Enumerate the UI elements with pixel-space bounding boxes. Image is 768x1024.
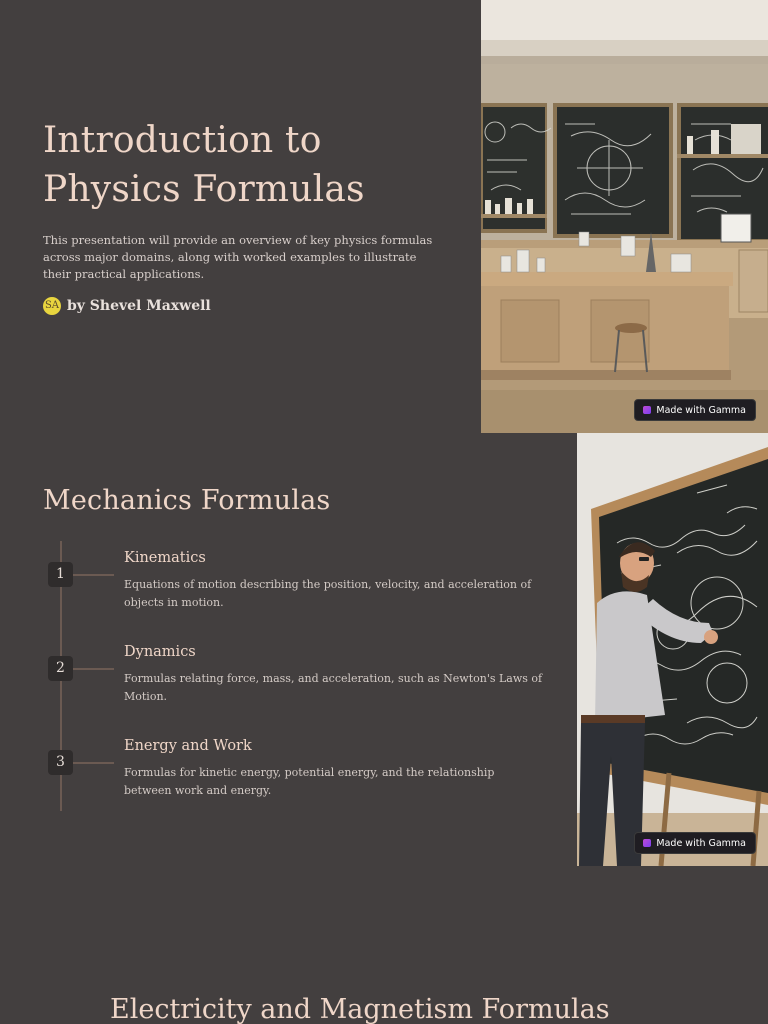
step-title: Dynamics xyxy=(124,644,196,660)
gamma-logo-icon xyxy=(643,839,651,847)
step-description: Equations of motion describing the position, velocity, and acceleration of objects in motion. xyxy=(124,578,532,609)
step-connector xyxy=(73,762,114,764)
timeline-step xyxy=(48,738,548,818)
badge-label: Made with Gamma xyxy=(656,404,746,416)
badge-label: Made with Gamma xyxy=(656,837,746,849)
avatar: SA xyxy=(43,297,61,315)
step-connector xyxy=(73,574,114,576)
slide-title: Mechanics Formulas xyxy=(43,485,331,516)
chalkboard-illustration xyxy=(577,433,768,866)
physics-lab-image xyxy=(481,0,768,433)
slide-title: Electricity and Magnetism Formulas xyxy=(110,994,610,1024)
step-number: 2 xyxy=(48,656,73,681)
gamma-logo-icon xyxy=(643,406,651,414)
slide-electricity-magnetism xyxy=(0,866,768,1024)
step-description: Formulas for kinetic energy, potential energy, and the relationship between work and energy. xyxy=(124,766,495,797)
slide-mechanics xyxy=(0,433,768,866)
slide-description: This presentation will provide an overview of key physics formulas across major domains, along with worked examples to illustrate their practical applications. xyxy=(43,233,433,281)
slide-introduction xyxy=(0,0,768,433)
professor-chalkboard-image xyxy=(577,433,768,866)
step-number: 3 xyxy=(48,750,73,775)
step-description: Formulas relating force, mass, and acceleration, such as Newton's Laws of Motion. xyxy=(124,672,543,703)
made-with-gamma-badge[interactable] xyxy=(634,399,756,421)
timeline-step xyxy=(48,550,548,630)
step-connector xyxy=(73,668,114,670)
timeline-step xyxy=(48,644,548,724)
step-number: 1 xyxy=(48,562,73,587)
author-byline xyxy=(43,297,211,315)
lab-illustration xyxy=(481,0,768,433)
author-name: by Shevel Maxwell xyxy=(67,298,211,314)
step-title: Energy and Work xyxy=(124,738,252,754)
made-with-gamma-badge[interactable] xyxy=(634,832,756,854)
slide-title: Introduction to Physics Formulas xyxy=(43,120,365,210)
step-title: Kinematics xyxy=(124,550,206,566)
